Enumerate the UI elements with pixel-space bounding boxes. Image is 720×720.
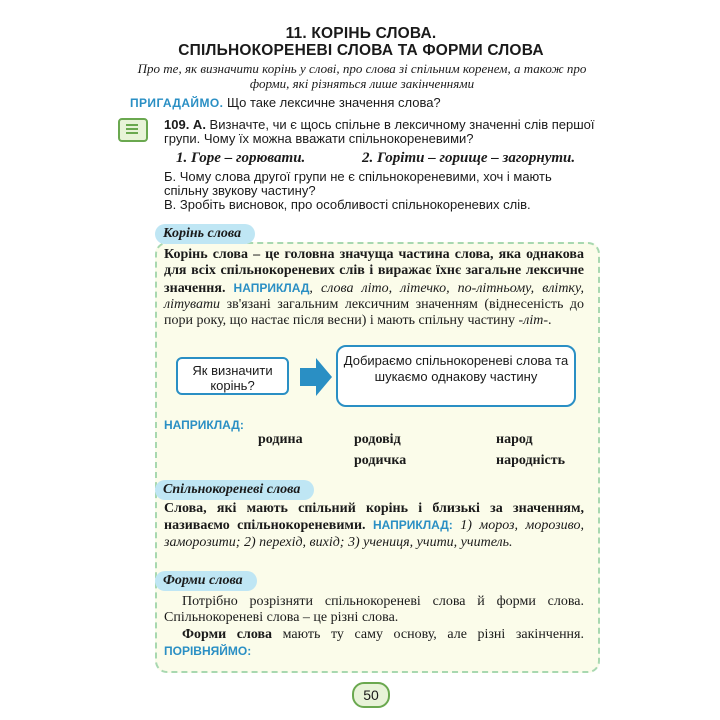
cognates-section-tag: Спільнокореневі слова: [155, 480, 314, 500]
page-number: 50: [352, 682, 390, 708]
arrow-right-icon: [300, 358, 332, 396]
exercise-a-text: Визначте, чи є щось спільне в лексичному значенні слів першої групи. Чому їх можна вважати спільнокореневими?: [164, 117, 595, 146]
recall-text: Що таке лексичне значення слова?: [223, 95, 441, 110]
forms-section-tag: Форми слова: [155, 571, 257, 591]
root-definition: Корінь слова – це головна значуща частина слова, яка однакова для всіх спільнокореневих слів і виражає їхнє загальне лексичне значення. НАПРИКЛАД, слова літо, літечко, по-літньому, влітку, літувати зв'язані загальним лексичним значенням (віднесеність до пори року, що настає після весни) і мають спільну частину -літ-.: [164, 247, 584, 329]
question-box: Як визначити корінь?: [176, 357, 289, 395]
recall-label: ПРИГАДАЙМО.: [130, 96, 224, 110]
lesson-title-line1: 11. КОРІНЬ СЛОВА.: [285, 25, 437, 42]
forms-paragraph-1: Потрібно розрізняти спільнокореневі слова й форми слова. Спільнокореневі слова – це різні слова.: [164, 594, 584, 626]
root-part: -літ-: [518, 313, 548, 329]
notebook-icon: [118, 118, 148, 142]
example-word: родина: [258, 432, 303, 447]
example-word: народність: [496, 453, 565, 468]
forms-term: Форми слова: [182, 627, 273, 642]
exercise-a: [164, 118, 596, 146]
exercise-c: В. Зробіть висновок, про особливості спільнокореневих слів.: [164, 197, 531, 212]
example-word: родичка: [354, 453, 407, 468]
forms-paragraph-2: [164, 627, 584, 661]
lesson-title-line2: СПІЛЬНОКОРЕНЕВІ СЛОВА ТА ФОРМИ СЛОВА: [178, 42, 544, 59]
exercise-b: Б. Чому слова другої групи не є спільнокореневими, хоч і мають спільну звукову частину?: [164, 169, 552, 198]
root-example-words: , слова літо, літечко, по-літньому, влітку, літувати: [164, 280, 584, 312]
exercise-a-label: А.: [189, 117, 206, 132]
textbook-page: [118, 0, 604, 720]
cognates-examples: 1) мороз, морозиво, заморозити; 2) перехід, вихід; 3) учениця, учити, учитель.: [164, 518, 585, 550]
root-example-label: НАПРИКЛАД: [233, 280, 310, 295]
root-definition-tail: зв'язані загальним лексичним значенням (віднесеність до пори року, що настає після весни) і мають спільну частину: [164, 296, 584, 329]
root-definition-bold: Корінь слова – це головна значуща частина слова, яка однакова для всіх спільнокореневих слів і виражає їхнє загальне лексичне значення.: [164, 247, 584, 296]
root-section-tag: Корінь слова: [155, 224, 255, 244]
cognates-definition-bold: Слова, які мають спільний корінь і близькі за значенням, називаємо спільнокореневими.: [164, 501, 584, 534]
example-word: родовід: [354, 432, 401, 447]
word-group-1: 1. Горе – горювати.: [176, 150, 306, 166]
exercise-number: 109.: [164, 117, 190, 132]
lesson-intro: Про те, як визначити корінь у слові, про слова зі спільним коренем, а також про форми, які різняться лише закінченнями: [137, 61, 587, 91]
cognates-example-label: НАПРИКЛАД:: [372, 518, 453, 533]
compare-label: ПОРІВНЯЙМО:: [164, 644, 252, 659]
answer-box: Добираємо спільнокореневі слова та шукаємо однакову частину: [336, 345, 576, 407]
example-word: народ: [496, 432, 533, 447]
examples-label: НАПРИКЛАД:: [164, 418, 244, 432]
forms-text: мають ту саму основу, але різні закінчення.: [272, 627, 584, 642]
word-groups: [176, 150, 576, 167]
word-group-2: 2. Горіти – горище – загорнути.: [362, 150, 576, 166]
recall-line: [130, 95, 441, 110]
cognates-definition: [164, 501, 584, 551]
